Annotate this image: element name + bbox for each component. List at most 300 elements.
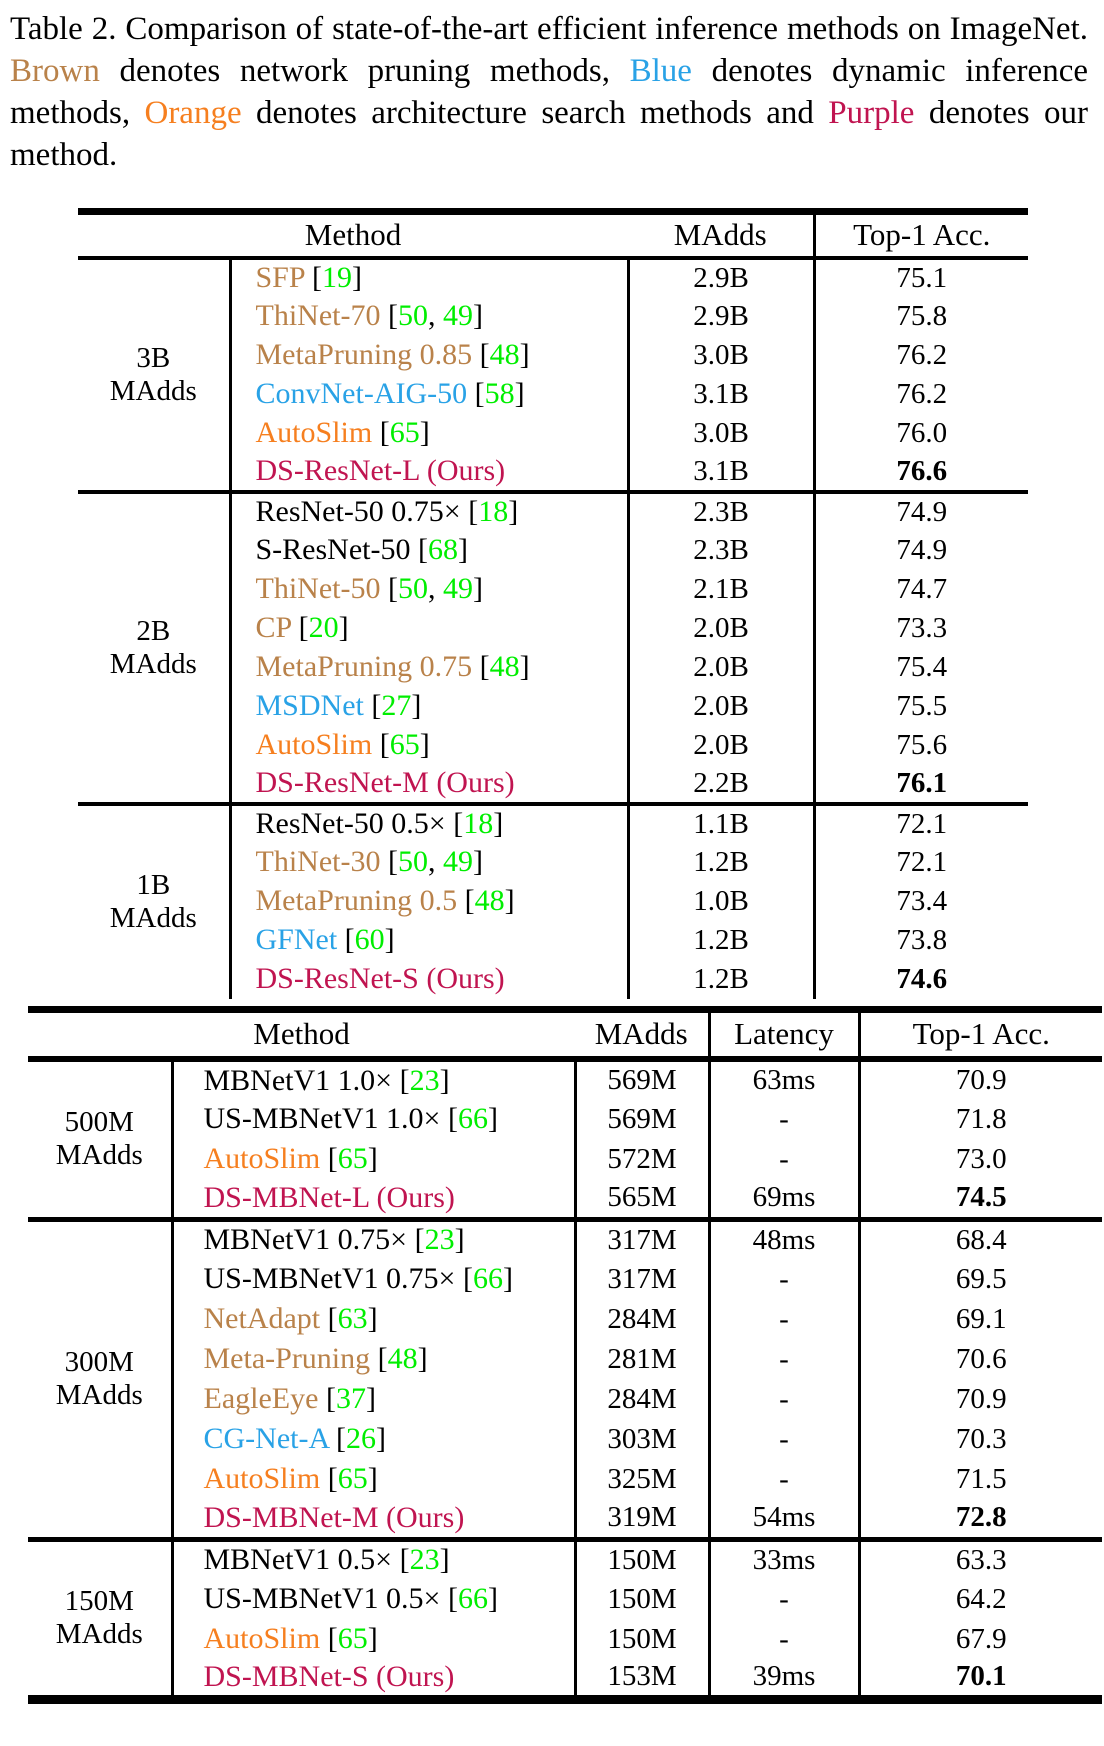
citation-bracket: ] xyxy=(472,572,483,605)
madds-value: 150M xyxy=(575,1579,709,1619)
citation-ref: 50 xyxy=(397,299,428,332)
group-label xyxy=(78,492,230,804)
citation-ref: 18 xyxy=(463,807,494,840)
method-cell xyxy=(230,843,628,882)
table-row xyxy=(28,1139,1102,1179)
citation-bracket: [ xyxy=(291,611,309,644)
group-label-line: 2B xyxy=(136,614,171,647)
paper-page xyxy=(0,8,1104,1704)
column-header-madds: MAdds xyxy=(594,1016,688,1052)
madds-value: 3.1B xyxy=(628,453,814,492)
madds-value: 281M xyxy=(575,1339,709,1379)
citation-bracket: [ xyxy=(392,1543,410,1577)
citation-bracket: ] xyxy=(351,261,362,294)
method-cell xyxy=(230,882,628,921)
madds-group xyxy=(78,258,1028,492)
table-row xyxy=(28,1619,1102,1659)
latency-value: - xyxy=(709,1619,859,1659)
method-name: DS-MBNet-M (Ours) xyxy=(203,1500,465,1534)
table-row xyxy=(28,1299,1102,1339)
citation-bracket: [ xyxy=(370,1342,388,1375)
group-label-line: 500M xyxy=(64,1106,134,1139)
citation-bracket: , xyxy=(427,845,443,878)
method-name: ThiNet-50 xyxy=(255,572,381,605)
madds-value: 3.1B xyxy=(628,375,814,414)
table-row xyxy=(28,1059,1102,1099)
citation-bracket: ] xyxy=(384,923,395,956)
citation-bracket: ] xyxy=(338,611,349,644)
top1-accuracy-value: 73.0 xyxy=(859,1139,1102,1179)
citation-bracket: [ xyxy=(320,1462,338,1495)
method-name: AutoSlim xyxy=(203,1462,321,1495)
method-cell xyxy=(230,648,628,687)
method-cell xyxy=(230,960,628,999)
method-name: DS-ResNet-L (Ours) xyxy=(255,454,506,487)
madds-value: 2.3B xyxy=(628,492,814,531)
citation-ref: 23 xyxy=(424,1223,455,1257)
citation-ref: 50 xyxy=(397,572,428,605)
citation-bracket: [ xyxy=(337,923,355,956)
citation-bracket: [ xyxy=(380,845,398,878)
group-label xyxy=(78,258,230,492)
method-name: CG-Net-A xyxy=(203,1422,329,1455)
method-cell xyxy=(172,1539,575,1579)
method-cell xyxy=(172,1219,575,1259)
comparison-table-mobilenet xyxy=(28,1006,1102,1704)
group-label xyxy=(28,1539,172,1699)
latency-value: 63ms xyxy=(709,1059,859,1099)
citation-ref: 66 xyxy=(472,1262,503,1295)
citation-bracket: ] xyxy=(367,1302,378,1335)
madds-value: 2.0B xyxy=(628,687,814,726)
top1-accuracy-value: 73.8 xyxy=(814,921,1028,960)
method-cell xyxy=(230,336,628,375)
madds-value: 565M xyxy=(575,1179,709,1219)
method-cell xyxy=(230,804,628,843)
citation-bracket: ] xyxy=(457,533,468,566)
citation-bracket: ] xyxy=(519,338,530,371)
madds-value: 3.0B xyxy=(628,336,814,375)
citation-bracket: ] xyxy=(365,1382,376,1415)
madds-value: 1.0B xyxy=(628,882,814,921)
citation-ref: 50 xyxy=(397,845,428,878)
citation-bracket: ] xyxy=(439,1543,450,1577)
madds-value: 319M xyxy=(575,1499,709,1539)
column-header-top1: Top-1 Acc. xyxy=(859,1009,1102,1059)
madds-value: 284M xyxy=(575,1379,709,1419)
top1-accuracy-value: 73.4 xyxy=(814,882,1028,921)
top1-accuracy-value: 76.6 xyxy=(814,453,1028,492)
method-name: ResNet-50 0.75× xyxy=(255,495,461,528)
citation-bracket: ] xyxy=(367,1142,378,1175)
citation-bracket: [ xyxy=(372,728,390,761)
madds-value: 150M xyxy=(575,1539,709,1579)
citation-bracket: , xyxy=(427,572,443,605)
citation-ref: 60 xyxy=(354,923,385,956)
caption-text: Table 2. Comparison of state-of-the-art efficient inference methods on ImageNet. xyxy=(10,11,1088,47)
citation-ref: 20 xyxy=(308,611,339,644)
method-name: NetAdapt xyxy=(203,1302,321,1335)
citation-bracket: [ xyxy=(457,884,475,917)
latency-value: - xyxy=(709,1379,859,1419)
top1-accuracy-value: 70.6 xyxy=(859,1339,1102,1379)
citation-ref: 23 xyxy=(409,1063,440,1097)
top1-accuracy-value: 69.1 xyxy=(859,1299,1102,1339)
method-name: MBNetV1 0.75× xyxy=(203,1223,408,1257)
table-caption xyxy=(10,8,1088,176)
method-name: AutoSlim xyxy=(203,1142,321,1175)
top1-accuracy-value: 76.2 xyxy=(814,336,1028,375)
latency-value: - xyxy=(709,1339,859,1379)
group-label-line: 3B xyxy=(136,341,171,374)
citation-bracket: ] xyxy=(504,884,515,917)
latency-value: - xyxy=(709,1419,859,1459)
table-row xyxy=(28,1339,1102,1379)
top1-accuracy-value: 70.9 xyxy=(859,1059,1102,1099)
citation-ref: 27 xyxy=(381,689,412,722)
top1-accuracy-value: 74.7 xyxy=(814,570,1028,609)
citation-bracket: ] xyxy=(454,1223,465,1257)
madds-value: 303M xyxy=(575,1419,709,1459)
column-header-madds: MAdds xyxy=(673,217,767,253)
citation-bracket: , xyxy=(427,299,443,332)
latency-value: 39ms xyxy=(709,1659,859,1699)
citation-bracket: [ xyxy=(372,416,390,449)
method-cell xyxy=(230,297,628,336)
method-name: MetaPruning 0.75 xyxy=(255,650,473,683)
citation-bracket: [ xyxy=(320,1302,338,1335)
method-name: DS-ResNet-M (Ours) xyxy=(255,766,515,799)
top1-accuracy-value: 76.1 xyxy=(814,765,1028,804)
top1-accuracy-value: 73.3 xyxy=(814,609,1028,648)
madds-group xyxy=(28,1059,1102,1219)
top1-accuracy-value: 75.6 xyxy=(814,726,1028,765)
madds-value: 2.9B xyxy=(628,258,814,297)
caption-text: denotes our method. xyxy=(10,95,1089,173)
method-name: Meta-Pruning xyxy=(203,1342,371,1375)
citation-ref: 48 xyxy=(474,884,505,917)
group-label xyxy=(28,1059,172,1219)
method-name: US-MBNetV1 0.5× xyxy=(203,1582,441,1615)
citation-ref: 65 xyxy=(337,1462,368,1495)
group-label-line: MAdds xyxy=(55,1618,143,1650)
table-row xyxy=(28,1219,1102,1259)
top1-accuracy-value: 71.8 xyxy=(859,1099,1102,1139)
method-cell xyxy=(172,1179,575,1219)
madds-value: 569M xyxy=(575,1099,709,1139)
citation-bracket: [ xyxy=(320,1622,338,1655)
method-name: US-MBNetV1 1.0× xyxy=(203,1102,441,1135)
madds-value: 2.1B xyxy=(628,570,814,609)
top1-accuracy-value: 76.0 xyxy=(814,414,1028,453)
madds-value: 1.2B xyxy=(628,921,814,960)
citation-bracket: ] xyxy=(419,416,430,449)
method-name: AutoSlim xyxy=(255,416,373,449)
method-name: MetaPruning 0.85 xyxy=(255,338,473,371)
madds-group xyxy=(28,1539,1102,1699)
header-row xyxy=(78,212,1028,258)
citation-ref: 23 xyxy=(409,1543,440,1577)
citation-bracket: [ xyxy=(392,1063,410,1097)
top1-accuracy-value: 74.6 xyxy=(814,960,1028,999)
caption-text: denotes dynamic inference methods, xyxy=(10,53,1088,131)
latency-value: - xyxy=(709,1099,859,1139)
citation-bracket: ] xyxy=(487,1582,498,1615)
citation-bracket: [ xyxy=(467,377,485,410)
method-cell xyxy=(230,570,628,609)
header-row xyxy=(28,1009,1102,1059)
top1-accuracy-value: 72.1 xyxy=(814,843,1028,882)
top1-accuracy-value: 72.8 xyxy=(859,1499,1102,1539)
madds-value: 284M xyxy=(575,1299,709,1339)
group-label-line: MAdds xyxy=(109,902,197,934)
madds-value: 2.2B xyxy=(628,765,814,804)
table-row xyxy=(28,1459,1102,1499)
madds-value: 317M xyxy=(575,1219,709,1259)
table-row xyxy=(78,492,1028,531)
citation-ref: 49 xyxy=(442,845,473,878)
latency-value: 54ms xyxy=(709,1499,859,1539)
citation-ref: 65 xyxy=(337,1622,368,1655)
method-name: ResNet-50 0.5× xyxy=(255,807,446,840)
method-cell xyxy=(172,1339,575,1379)
citation-bracket: [ xyxy=(363,689,382,722)
citation-bracket: [ xyxy=(380,299,398,332)
method-name: AutoSlim xyxy=(255,728,373,761)
method-cell xyxy=(172,1379,575,1419)
top1-accuracy-value: 76.2 xyxy=(814,375,1028,414)
madds-group xyxy=(28,1219,1102,1539)
latency-value: - xyxy=(709,1139,859,1179)
citation-bracket: [ xyxy=(440,1102,458,1135)
citation-ref: 68 xyxy=(427,533,458,566)
method-cell xyxy=(172,1259,575,1299)
method-name: MSDNet xyxy=(255,689,364,722)
madds-value: 325M xyxy=(575,1459,709,1499)
latency-value: 69ms xyxy=(709,1179,859,1219)
top1-accuracy-value: 69.5 xyxy=(859,1259,1102,1299)
madds-value: 2.0B xyxy=(628,609,814,648)
madds-value: 572M xyxy=(575,1139,709,1179)
group-label-line: 1B xyxy=(136,869,171,901)
method-cell xyxy=(230,453,628,492)
method-cell xyxy=(230,492,628,531)
citation-bracket: [ xyxy=(460,495,479,528)
method-cell xyxy=(172,1419,575,1459)
citation-bracket: ] xyxy=(375,1422,386,1455)
method-name: MBNetV1 1.0× xyxy=(203,1063,393,1097)
citation-ref: 65 xyxy=(389,728,420,761)
method-name: AutoSlim xyxy=(203,1622,321,1655)
latency-value: - xyxy=(709,1259,859,1299)
citation-ref: 66 xyxy=(457,1102,488,1135)
column-header-top1: Top-1 Acc. xyxy=(814,212,1028,258)
latency-value: - xyxy=(709,1299,859,1339)
method-cell xyxy=(172,1099,575,1139)
method-cell xyxy=(172,1139,575,1179)
group-label-line: MAdds xyxy=(55,1139,143,1172)
table-header xyxy=(78,212,1028,258)
column-header-method: Method xyxy=(253,1016,350,1052)
table-header xyxy=(28,1009,1102,1059)
method-cell xyxy=(172,1059,575,1099)
citation-ref: 49 xyxy=(442,572,473,605)
method-cell xyxy=(230,921,628,960)
citation-bracket: [ xyxy=(445,807,464,840)
latency-value: 48ms xyxy=(709,1219,859,1259)
citation-bracket: ] xyxy=(367,1622,378,1655)
citation-bracket: ] xyxy=(502,1262,513,1295)
citation-bracket: [ xyxy=(328,1422,346,1455)
caption-text: denotes architecture search methods and xyxy=(241,95,829,131)
top1-accuracy-value: 70.9 xyxy=(859,1379,1102,1419)
madds-value: 1.2B xyxy=(628,960,814,999)
citation-ref: 65 xyxy=(389,416,420,449)
method-cell xyxy=(172,1579,575,1619)
citation-bracket: ] xyxy=(508,495,519,528)
top1-accuracy-value: 75.4 xyxy=(814,648,1028,687)
citation-ref: 48 xyxy=(387,1342,418,1375)
citation-ref: 65 xyxy=(337,1142,368,1175)
method-name: SFP xyxy=(255,261,305,294)
group-label-line: 150M xyxy=(64,1585,134,1617)
madds-value: 2.0B xyxy=(628,726,814,765)
method-cell xyxy=(172,1459,575,1499)
method-name: GFNet xyxy=(255,923,338,956)
method-cell xyxy=(230,765,628,804)
method-cell xyxy=(230,726,628,765)
method-name: MetaPruning 0.5 xyxy=(255,884,458,917)
madds-value: 1.1B xyxy=(628,804,814,843)
top1-accuracy-value: 75.8 xyxy=(814,297,1028,336)
group-label xyxy=(28,1219,172,1539)
latency-value: 33ms xyxy=(709,1539,859,1579)
method-name: US-MBNetV1 0.75× xyxy=(203,1262,456,1295)
citation-bracket: [ xyxy=(472,338,490,371)
top1-accuracy-value: 68.4 xyxy=(859,1219,1102,1259)
citation-ref: 48 xyxy=(489,650,520,683)
madds-group xyxy=(78,492,1028,804)
citation-bracket: ] xyxy=(367,1462,378,1495)
table-row xyxy=(28,1099,1102,1139)
citation-ref: 48 xyxy=(489,338,520,371)
top1-accuracy-value: 70.3 xyxy=(859,1419,1102,1459)
citation-bracket: [ xyxy=(380,572,398,605)
table-row xyxy=(28,1419,1102,1459)
citation-bracket: ] xyxy=(493,807,504,840)
table-row xyxy=(28,1259,1102,1299)
table-row xyxy=(28,1659,1102,1699)
method-cell xyxy=(230,375,628,414)
citation-ref: 19 xyxy=(321,261,352,294)
table-row xyxy=(28,1179,1102,1219)
column-header-latency: Latency xyxy=(709,1009,859,1059)
method-name: DS-MBNet-S (Ours) xyxy=(203,1659,455,1693)
citation-bracket: ] xyxy=(419,728,430,761)
citation-bracket: ] xyxy=(417,1342,428,1375)
table-row xyxy=(28,1539,1102,1579)
table-row xyxy=(28,1379,1102,1419)
method-cell xyxy=(172,1499,575,1539)
latency-value: - xyxy=(709,1459,859,1499)
citation-bracket: [ xyxy=(407,1223,425,1257)
method-name: ThiNet-70 xyxy=(255,299,381,332)
citation-ref: 37 xyxy=(335,1382,366,1415)
table-row xyxy=(28,1499,1102,1539)
citation-bracket: [ xyxy=(455,1262,473,1295)
citation-bracket: ] xyxy=(519,650,530,683)
citation-ref: 66 xyxy=(457,1582,488,1615)
citation-bracket: [ xyxy=(304,261,322,294)
caption-text: denotes network pruning methods, xyxy=(99,53,630,89)
method-name: DS-MBNet-L (Ours) xyxy=(203,1180,455,1214)
group-label xyxy=(78,804,230,999)
madds-value: 569M xyxy=(575,1059,709,1099)
top1-accuracy-value: 74.9 xyxy=(814,492,1028,531)
caption-color-key: Orange xyxy=(144,95,242,131)
citation-bracket: ] xyxy=(487,1102,498,1135)
madds-value: 2.3B xyxy=(628,531,814,570)
method-name: S-ResNet-50 xyxy=(255,533,411,566)
column-header-method: Method xyxy=(304,217,402,253)
citation-bracket: ] xyxy=(514,377,525,410)
top1-accuracy-value: 71.5 xyxy=(859,1459,1102,1499)
method-name: ThiNet-30 xyxy=(255,845,381,878)
method-cell xyxy=(230,609,628,648)
comparison-table-resnet xyxy=(78,208,1028,999)
method-name: ConvNet-AIG-50 xyxy=(255,377,468,410)
citation-ref: 63 xyxy=(337,1302,368,1335)
method-cell xyxy=(172,1299,575,1339)
caption-color-key: Brown xyxy=(10,53,100,89)
madds-value: 317M xyxy=(575,1259,709,1299)
madds-value: 3.0B xyxy=(628,414,814,453)
top1-accuracy-value: 67.9 xyxy=(859,1619,1102,1659)
method-cell xyxy=(230,531,628,570)
top1-accuracy-value: 72.1 xyxy=(814,804,1028,843)
group-label-line: MAdds xyxy=(109,647,197,680)
top1-accuracy-value: 64.2 xyxy=(859,1579,1102,1619)
madds-group xyxy=(78,804,1028,999)
top1-accuracy-value: 75.1 xyxy=(814,258,1028,297)
citation-bracket: ] xyxy=(472,299,483,332)
madds-value: 2.9B xyxy=(628,297,814,336)
method-cell xyxy=(172,1659,575,1699)
method-cell xyxy=(230,687,628,726)
method-name: DS-ResNet-S (Ours) xyxy=(255,962,505,995)
citation-ref: 49 xyxy=(442,299,473,332)
top1-accuracy-value: 63.3 xyxy=(859,1539,1102,1579)
citation-bracket: [ xyxy=(472,650,490,683)
top1-accuracy-value: 70.1 xyxy=(859,1659,1102,1699)
madds-value: 153M xyxy=(575,1659,709,1699)
top1-accuracy-value: 74.5 xyxy=(859,1179,1102,1219)
madds-value: 150M xyxy=(575,1619,709,1659)
latency-value: - xyxy=(709,1579,859,1619)
method-name: CP xyxy=(255,611,292,644)
table-row xyxy=(78,258,1028,297)
group-label-line: 300M xyxy=(64,1346,134,1378)
method-name: MBNetV1 0.5× xyxy=(203,1543,393,1577)
citation-ref: 58 xyxy=(484,377,515,410)
citation-ref: 26 xyxy=(345,1422,376,1455)
group-label-line: MAdds xyxy=(55,1379,143,1411)
table-row xyxy=(78,804,1028,843)
method-cell xyxy=(172,1619,575,1659)
method-cell xyxy=(230,258,628,297)
citation-bracket: [ xyxy=(320,1142,338,1175)
table-row xyxy=(28,1579,1102,1619)
